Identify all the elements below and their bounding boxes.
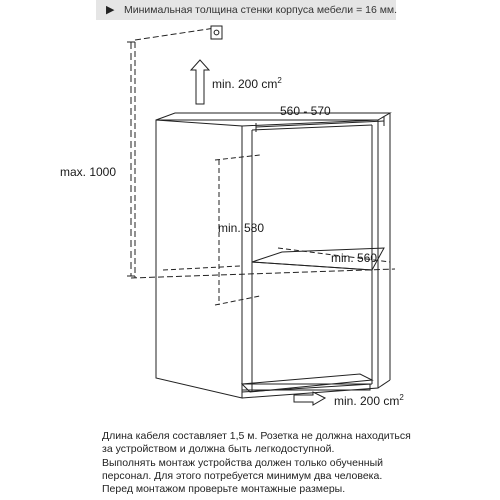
cabinet-front bbox=[156, 120, 242, 398]
header-note: Минимальная толщина стенки корпуса мебели = 16 мм. bbox=[124, 4, 398, 16]
width-label: 560 - 570 bbox=[280, 104, 331, 118]
max-height-label: max. 1000 bbox=[60, 165, 117, 179]
note-line: Выполнять монтаж устройства должен только обученный bbox=[102, 456, 383, 469]
depth-label: min. 560 bbox=[331, 251, 378, 265]
guide-line-top bbox=[135, 28, 215, 40]
width-dim-line bbox=[256, 121, 384, 127]
vent-top-label: min. 200 $cm^2$ bbox=[212, 76, 282, 91]
cabinet-outline bbox=[156, 113, 390, 120]
vent-top-arrow-icon bbox=[191, 60, 209, 104]
bullet-arrow-icon: ▶ bbox=[106, 4, 115, 16]
installation-notes bbox=[102, 430, 442, 496]
wall-socket-icon bbox=[211, 26, 222, 39]
note-line: за устройством и должна быть легкодоступной. bbox=[102, 443, 335, 456]
note-line: персонал. Для этого потребуется минимум два человека. bbox=[102, 469, 383, 482]
vent-bottom-label: min. 200 $cm^2$ bbox=[334, 393, 404, 408]
plinth bbox=[242, 374, 372, 392]
note-line: Перед монтажом проверьте монтажные размеры. bbox=[102, 483, 346, 496]
note-line: Длина кабеля составляет 1,5 м. Розетка не должна находиться bbox=[102, 430, 411, 442]
niche-height-label: min. 580 bbox=[218, 221, 265, 235]
